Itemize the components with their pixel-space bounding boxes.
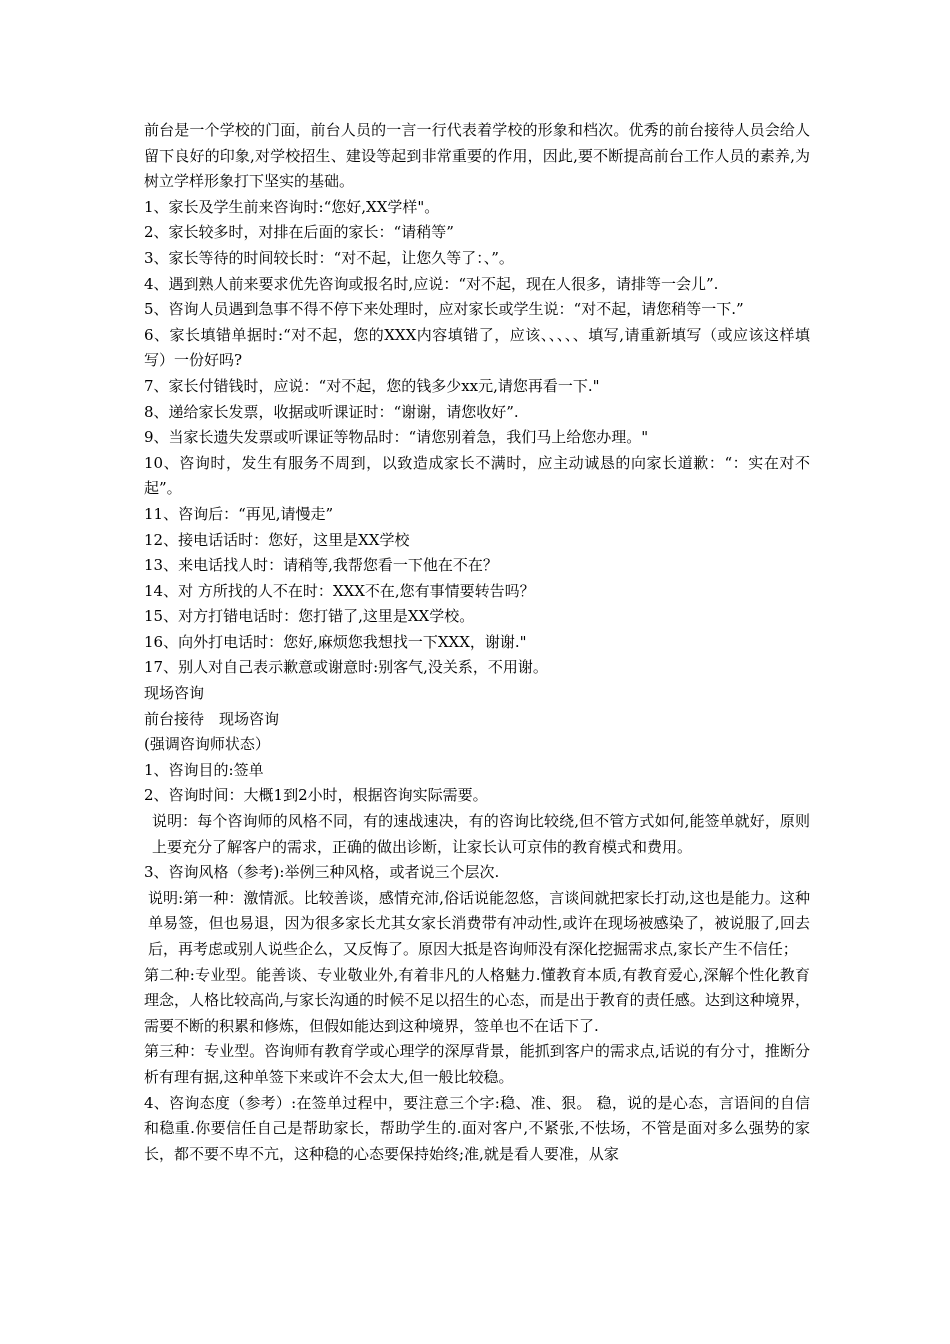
attitude-paragraph: 4、咨询态度（参考）:在签单过程中，要注意三个字:稳、准、狠。 稳，说的是心态，言语间的自信和稳重.你要信任自己是帮助家长，帮助学生的.面对客户,不紧张,不怯场，不管是面对多么强势的家长，都不要不卑不亢，这种稳的心态要保持始终;准,就是看人要准，从家 [144, 1093, 810, 1163]
list-item: 11、咨询后：“再见,请慢走” [144, 504, 334, 523]
list-item: 12、接电话话时：您好，这里是XX学校 [144, 530, 410, 549]
section-note: (强调咨询师状态） [144, 735, 270, 754]
list-item: 17、别人对自己表示歉意或谢意时:别客气,没关系，不用谢。 [144, 658, 548, 677]
style-type-one: 说明:第一种：激情派。比较善谈，感情充沛,俗话说能忽悠，言谈间就把家长打动,这也是能力。这种单易签，但也易退，因为很多家长尤其女家长消费带有冲动性,或许在现场被感染了，被说服了,回去后，再考虑或别人说些企么，又反悔了。原因大抵是咨询师没有深化挖掘需求点,家长产生不信任； [148, 888, 810, 958]
purpose-line: 1、咨询目的:签单 [144, 760, 264, 779]
list-item: 8、递给家长发票，收据或听课证时：“谢谢，请您收好”. [144, 402, 519, 421]
list-item: 10、咨询时，发生有服务不周到，以致造成家长不满时，应主动诚恳的向家长道歉：“：实在对不起”。 [144, 453, 810, 498]
duration-line: 2、咨询时间：大概1到2小时，根据咨询实际需要。 [144, 786, 488, 805]
style-type-two: 第二种:专业型。能善谈、专业敬业外,有着非凡的人格魅力.懂教育本质,有教育爱心,深解个性化教育理念，人格比较高尚,与家长沟通的时候不足以招生的心态，而是出于教育的责任感。达到这种境界，需要不断的积累和修炼，但假如能达到这种境界，签单也不在话下了. [144, 965, 810, 1035]
list-item: 1、家长及学生前来咨询时:“您好,XX学样"。 [144, 197, 440, 216]
note-paragraph: 说明：每个咨询师的风格不同，有的速战速决，有的咨询比较绕,但不管方式如何,能签单就好，原则上要充分了解客户的需求，正确的做出诊断，让家长认可京伟的教育模式和费用。 [152, 812, 810, 856]
list-item: 6、家长填错单据时:“对不起，您的XXX内容填错了，应该、、、、、填写,请重新填写（或应该这样填写）一份好吗? [144, 325, 810, 370]
document-body [144, 118, 810, 1167]
list-item: 4、遇到熟人前来要求优先咨询或报名时,应说：“对不起，现在人很多，请排等一会儿”. [144, 274, 719, 293]
section-heading: 现场咨询 [144, 684, 205, 703]
list-item: 13、来电话找人时：请稍等,我帮您看一下他在不在？ [144, 556, 498, 575]
list-item: 9、当家长遗失发票或听课证等物品时：“请您别着急，我们马上给您办理。" [144, 428, 649, 447]
section-subheading: 前台接待 现场咨询 [144, 709, 280, 728]
intro-paragraph: 前台是一个学校的门面，前台人员的一言一行代表着学校的形象和档次。优秀的前台接待人员会给人留下良好的印象,对学校招生、建设等起到非常重要的作用，因此,要不断提高前台工作人员的素养,为树立学样形象打下坚实的基础。 [144, 121, 810, 191]
style-title: 3、咨询风格（参考):举例三种风格，或者说三个层次. [144, 863, 500, 882]
list-item: 16、向外打电话时：您好,麻烦您我想找一下XXX，谢谢." [144, 632, 527, 651]
list-item: 7、家长付错钱时，应说：“对不起，您的钱多少xx元,请您再看一下." [144, 376, 600, 395]
list-item: 14、对 方所找的人不在时：XXX不在,您有事情要转告吗？ [144, 581, 535, 600]
list-item: 2、家长较多时，对排在后面的家长：“请稍等” [144, 223, 454, 242]
list-item: 5、咨询人员遇到急事不得不停下来处理时，应对家长或学生说：“对不起，请您稍等一下.” [144, 300, 744, 319]
list-item: 3、家长等待的时间较长时：“对不起，让您久等了：、”。 [144, 248, 514, 267]
style-type-three: 第三种：专业型。咨询师有教育学或心理学的深厚背景，能抓到客户的需求点,话说的有分寸，推断分析有理有据,这种单签下来或许不会太大,但一般比较稳。 [144, 1042, 810, 1086]
list-item: 15、对方打错电话时：您打错了,这里是XX学校。 [144, 607, 475, 626]
